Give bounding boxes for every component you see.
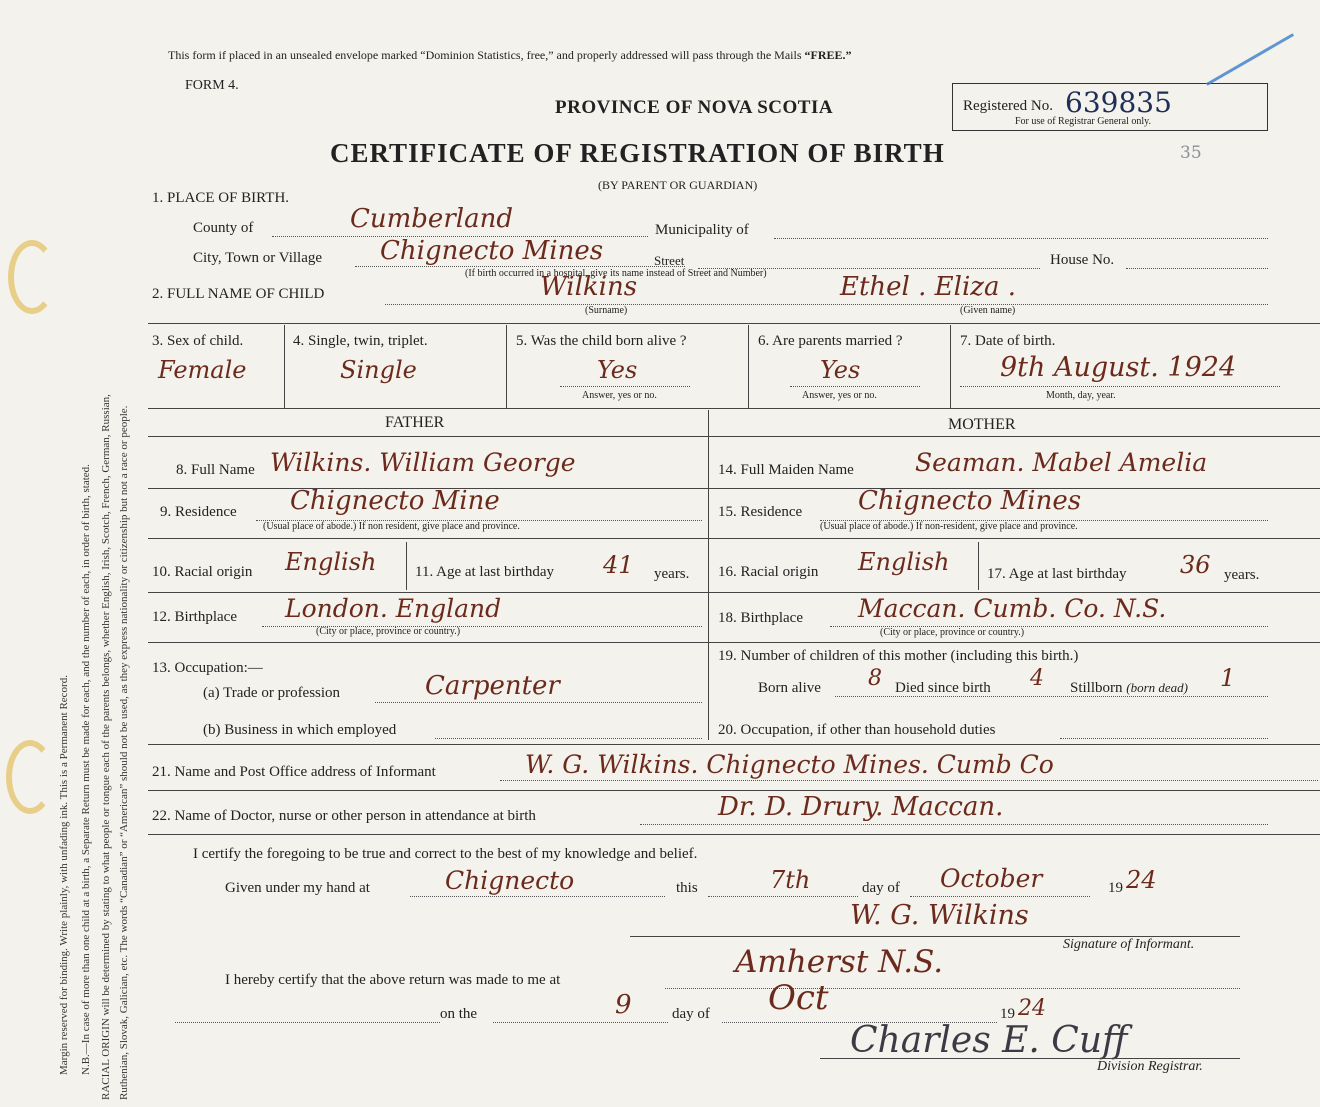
alive-value: Yes (597, 356, 638, 384)
form-number: FORM 4. (185, 78, 239, 93)
stillborn-label (1070, 680, 1188, 697)
alive-caption: Answer, yes or no. (582, 390, 657, 401)
stillborn-note: (born dead) (1126, 680, 1189, 695)
surname-caption: (Surname) (585, 305, 628, 316)
mother-residence-label: 15. Residence (718, 504, 803, 520)
father-birthplace-caption: (City or place, province or country.) (316, 626, 461, 637)
this-label: this (676, 880, 698, 896)
binding-hole-top (8, 240, 56, 314)
mother-birthplace-value: Maccan. Cumb. Co. N.S. (858, 594, 1167, 623)
place-of-birth-heading: 1. PLACE OF BIRTH. (152, 190, 290, 206)
mail-note-free: “FREE.” (804, 48, 852, 62)
certify-statement: I certify the foregoing to be true and correct to the best of my knowledge and belief. (193, 846, 698, 862)
mother-residence-caption: (Usual place of abode.) If non-resident, give place and province. (820, 521, 1078, 532)
given-year: 24 (1126, 866, 1157, 894)
date-label: 7. Date of birth. (960, 333, 1056, 349)
hospital-note: (If birth occurred in a hospital, give its name instead of Street and Number) (465, 268, 767, 279)
registrar-day: 9 (615, 990, 632, 1020)
children-count-label: 19. Number of children of this mother (including this birth.) (718, 648, 1079, 664)
died-label: Died since birth (895, 680, 991, 696)
given-year-prefix: 19 (1108, 880, 1123, 896)
mother-birthplace-label: 18. Birthplace (718, 610, 803, 626)
province-title: PROVINCE OF NOVA SCOTIA (555, 97, 834, 118)
street-label: Street (654, 253, 685, 268)
given-day: 7th (770, 866, 811, 894)
page-subtitle: (BY PARENT OR GUARDIAN) (598, 178, 758, 192)
father-trade-value: Carpenter (425, 671, 560, 701)
given-month: October (940, 864, 1043, 893)
informant-value: W. G. Wilkins. Chignecto Mines. Cumb Co (525, 750, 1054, 779)
informant-label: 21. Name and Post Office address of Informant (152, 764, 436, 780)
signature-caption (1063, 937, 1194, 953)
father-heading: FATHER (385, 414, 445, 431)
stamp-fragment: 35 (1180, 143, 1202, 163)
mother-age-value: 36 (1180, 551, 1211, 579)
registered-number: 639835 (1065, 86, 1172, 119)
parents-divider (708, 410, 709, 740)
date-value: 9th August. 1924 (1000, 352, 1237, 383)
day-of-label: day of (862, 880, 900, 896)
mail-note (168, 48, 852, 63)
father-residence-value: Chignecto Mine (290, 486, 500, 516)
single-label: 4. Single, twin, triplet. (293, 333, 428, 349)
doctor-value: Dr. D. Drury. Maccan. (718, 792, 1004, 822)
city-value: Chignecto Mines (380, 236, 604, 266)
mail-note-text: This form if placed in an unsealed envelope marked “Dominion Statistics, free,” and properly addressed will pass through the Mails (168, 48, 802, 62)
date-caption: Month, day, year. (1046, 390, 1116, 401)
division-registrar-text: Division Registrar. (1097, 1059, 1203, 1074)
father-race-label: 10. Racial origin (152, 564, 253, 580)
mother-age-label: 17. Age at last birthday (987, 566, 1127, 582)
sex-label: 3. Sex of child. (152, 333, 244, 349)
registered-label: Registered No. (963, 98, 1053, 114)
municipality-label: Municipality of (655, 222, 749, 238)
child-name-label: 2. FULL NAME OF CHILD (152, 286, 325, 302)
sex-value: Female (158, 356, 247, 384)
father-business-label: (b) Business in which employed (203, 722, 397, 738)
stillborn-text: Stillborn (1070, 680, 1123, 696)
informant-signature: W. G. Wilkins (850, 900, 1029, 931)
registrar-year-prefix: 19 (1000, 1006, 1015, 1022)
registrar-year: 24 (1018, 996, 1046, 1021)
father-occupation-label: 13. Occupation:— (152, 660, 263, 676)
father-residence-caption: (Usual place of abode.) If non resident, give place and province. (263, 521, 520, 532)
father-residence-label: 9. Residence (160, 504, 237, 520)
given-under-label: Given under my hand at (225, 880, 370, 896)
registrar-day-of: day of (672, 1006, 710, 1022)
married-label: 6. Are parents married ? (758, 333, 903, 349)
given-caption: (Given name) (960, 305, 1016, 316)
child-given-name: Ethel . Eliza . (840, 272, 1017, 302)
county-value: Cumberland (350, 204, 513, 234)
alive-label: 5. Was the child born alive ? (516, 333, 687, 349)
binding-hole-bottom (6, 740, 54, 814)
registrar-signature: Charles E. Cuff (850, 1020, 1128, 1061)
doctor-label: 22. Name of Doctor, nurse or other person in attendance at birth (152, 808, 536, 824)
died-value: 4 (1030, 666, 1044, 691)
mother-name-value: Seaman. Mabel Amelia (915, 448, 1208, 477)
born-alive-label: Born alive (758, 680, 821, 696)
margin-note-3: RACIAL ORIGIN will be determined by stating to what people or tongue each of the parents belongs, whether English, Irish, Scotch, French, German, Russian, (100, 394, 112, 1100)
married-value: Yes (820, 356, 861, 384)
margin-note-4: Ruthenian, Slovak, Galician, etc. The words “Canadian” or “American” should not be used, as they express nationality or citizenship but not a race or people. (118, 405, 130, 1100)
mother-heading: MOTHER (948, 416, 1016, 433)
registered-box (952, 83, 1268, 131)
married-caption: Answer, yes or no. (802, 390, 877, 401)
on-the-label: on the (440, 1006, 478, 1022)
page-title: CERTIFICATE OF REGISTRATION OF BIRTH (330, 138, 945, 168)
signature-caption-text: Signature of Informant. (1063, 937, 1195, 952)
mother-occupation-label: 20. Occupation, if other than household duties (718, 722, 996, 738)
registrar-place: Amherst N.S. (735, 944, 944, 980)
registrar-month: Oct (768, 978, 829, 1018)
mother-race-value: English (858, 548, 950, 576)
mother-name-label: 14. Full Maiden Name (718, 462, 854, 478)
mother-race-label: 16. Racial origin (718, 564, 819, 580)
father-birthplace-value: London. England (285, 594, 502, 623)
mother-residence-value: Chignecto Mines (858, 486, 1082, 516)
single-value: Single (340, 356, 417, 384)
city-label: City, Town or Village (193, 250, 323, 266)
margin-note-2: N.B.—In case of more than one child at a birth, a Separate Return must be made for each, and the number of each, in order of birth, stated. (80, 464, 92, 1075)
father-name-label: 8. Full Name (176, 462, 255, 478)
father-trade-label: (a) Trade or profession (203, 685, 341, 701)
father-age-label: 11. Age at last birthday (415, 564, 554, 580)
mother-birthplace-caption: (City or place, province or country.) (880, 627, 1025, 638)
born-alive-value: 8 (868, 666, 882, 691)
division-registrar-caption (1097, 1059, 1203, 1075)
registrar-statement: I hereby certify that the above return was made to me at (225, 972, 561, 988)
father-age-value: 41 (603, 551, 634, 579)
child-surname: Wilkins (540, 272, 638, 302)
stillborn-value: 1 (1220, 664, 1236, 692)
house-label: House No. (1050, 252, 1115, 268)
margin-note-1: Margin reserved for binding. Write plainly, with unfading ink. This is a Permanent Record. (58, 675, 70, 1075)
father-years: years. (654, 566, 690, 582)
mother-years: years. (1224, 567, 1260, 583)
father-birthplace-label: 12. Birthplace (152, 609, 237, 625)
father-name-value: Wilkins. William George (270, 448, 576, 477)
registrar-use-note: For use of Registrar General only. (1015, 116, 1151, 127)
county-label: County of (193, 220, 254, 236)
given-place: Chignecto (445, 866, 575, 895)
blue-pencil-mark (1206, 33, 1294, 86)
father-race-value: English (285, 548, 377, 576)
